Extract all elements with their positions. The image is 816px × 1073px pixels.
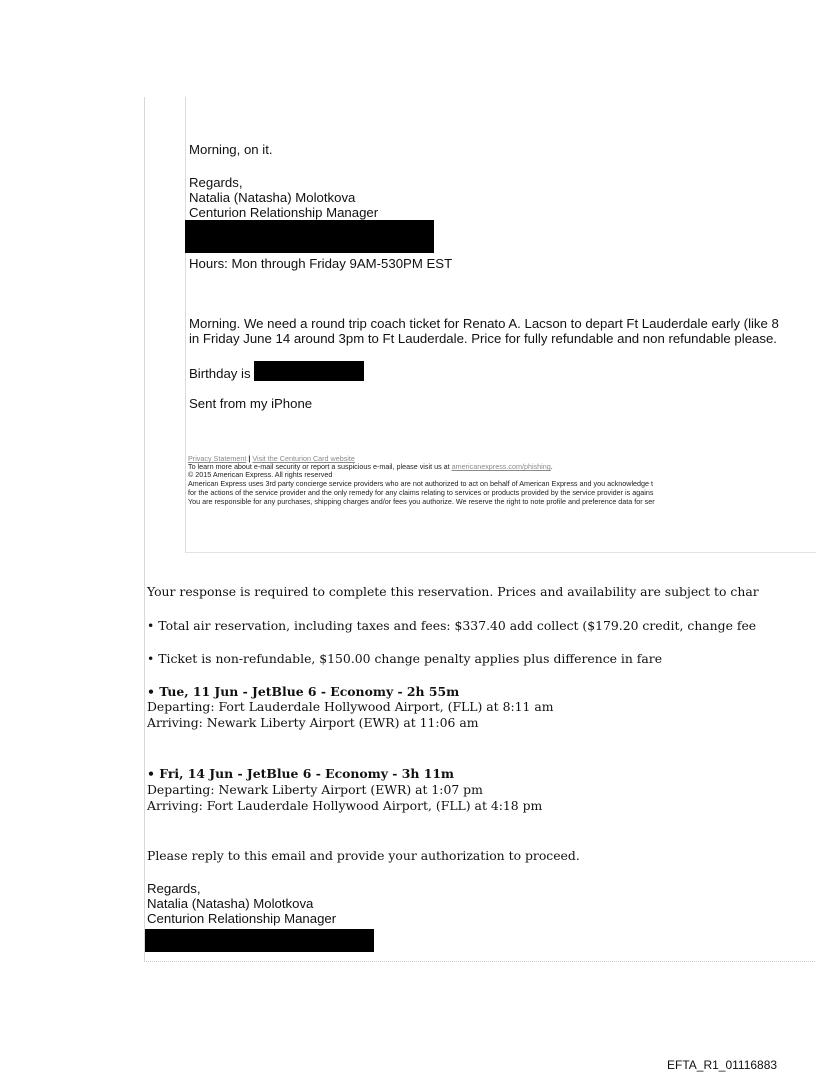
redaction-block: [185, 220, 434, 253]
authorization-request: Please reply to this email and provide your authorization to proceed.: [147, 848, 580, 863]
disclaimer-line-1: American Express uses 3rd party concierge service providers who are not authorized to act on behalf of American Express and you acknowledge t: [188, 479, 654, 488]
flight-1-arrive: Arriving: Newark Liberty Airport (EWR) at 11:06 am: [147, 715, 479, 730]
bullet-mark: •: [147, 651, 155, 666]
bullet-mark: •: [147, 766, 155, 781]
disclaimer-line-2: for the actions of the service provider and the only remedy for any claims relating to services or products provided by the service provider is agains: [188, 488, 654, 497]
sent-from-iphone: Sent from my iPhone: [189, 396, 313, 411]
refund-text: Ticket is non-refundable, $150.00 change penalty applies plus difference in fare: [158, 651, 663, 666]
bullet-mark: •: [147, 618, 155, 633]
total-bullet: [147, 618, 756, 633]
quoted-closing: Regards,: [189, 175, 243, 190]
quoted-sender-name: Natalia (Natasha) Molotkova: [189, 190, 356, 205]
total-text: Total air reservation, including taxes and fees: $337.40 add collect ($179.20 credit, change fee: [158, 618, 757, 633]
redaction-block: [145, 929, 374, 952]
copyright-text: © 2015 American Express. All rights reserved: [188, 470, 333, 479]
redaction-block: [254, 361, 364, 381]
quoted-greeting: Morning, on it.: [189, 142, 273, 157]
flight-2-arrive: Arriving: Fort Lauderdale Hollywood Airport, (FLL) at 4:18 pm: [147, 798, 543, 813]
reply-intro: Your response is required to complete this reservation. Prices and availability are subject to char: [147, 584, 759, 599]
flight-1-title: Tue, 11 Jun - JetBlue 6 - Economy - 2h 55m: [159, 684, 460, 699]
reply-closing: Regards,: [147, 881, 201, 896]
quoted-sender-title: Centurion Relationship Manager: [189, 205, 379, 220]
refund-bullet: [147, 651, 662, 666]
document-id: EFTA_R1_01116883: [667, 1058, 778, 1072]
request-line-1: Morning. We need a round trip coach ticket for Renato A. Lacson to depart Ft Lauderdale early (like 8: [189, 316, 779, 331]
disclaimer-line-3: You are responsible for any purchases, shipping charges and/or fees you authorize. We reserve the right to note profile and preference data for ser: [188, 497, 655, 506]
flight-1-depart: Departing: Fort Lauderdale Hollywood Airport, (FLL) at 8:11 am: [147, 699, 554, 714]
reply-sender-title: Centurion Relationship Manager: [147, 911, 337, 926]
flight-2-depart: Departing: Newark Liberty Airport (EWR) at 1:07 pm: [147, 782, 483, 797]
flight-2-title: Fri, 14 Jun - JetBlue 6 - Economy - 3h 11m: [159, 766, 455, 781]
phishing-link[interactable]: americanexpress.com/phishing: [451, 462, 551, 471]
bullet-mark: •: [147, 684, 155, 699]
flight-2-header: [147, 766, 454, 781]
reply-sender-name: Natalia (Natasha) Molotkova: [147, 896, 314, 911]
birthday-label: Birthday is: [189, 366, 251, 381]
privacy-statement-link[interactable]: Privacy Statement: [188, 454, 247, 463]
request-line-2: in Friday June 14 around 3pm to Ft Lauderdale. Price for fully refundable and non refundable please.: [189, 331, 777, 346]
link-separator: |: [248, 454, 251, 463]
flight-1-header: [147, 684, 459, 699]
quoted-hours: Hours: Mon through Friday 9AM-530PM EST: [189, 256, 453, 271]
security-period: .: [550, 462, 553, 471]
centurion-card-link[interactable]: Visit the Centurion Card website: [252, 454, 355, 463]
security-text: To learn more about e-mail security or report a suspicious e-mail, please visit us at: [188, 462, 450, 471]
